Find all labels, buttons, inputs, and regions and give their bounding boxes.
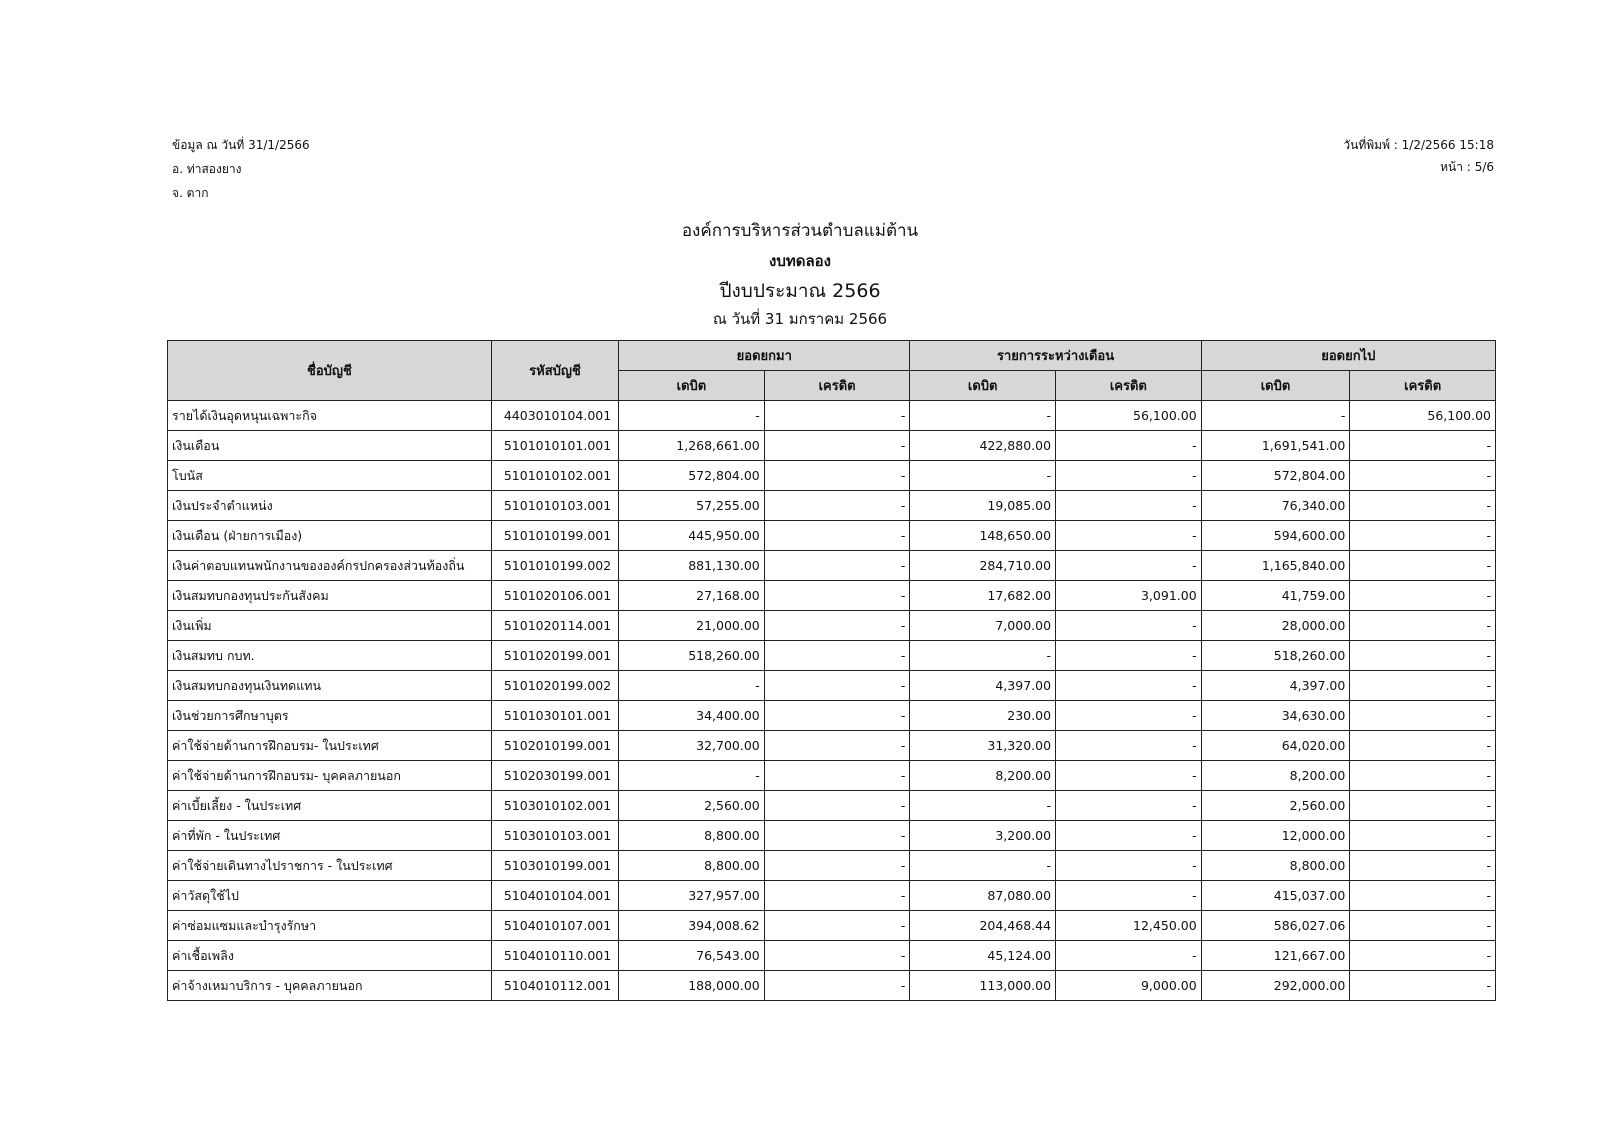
- bf-debit-cell: 8,800.00: [619, 821, 765, 851]
- bf-credit-cell: -: [764, 761, 910, 791]
- dm-debit-cell: 7,000.00: [910, 611, 1056, 641]
- bf-credit-cell: -: [764, 671, 910, 701]
- dm-credit-cell: 9,000.00: [1056, 971, 1202, 1001]
- account-code-cell: 5103010102.001: [491, 791, 618, 821]
- dm-credit-cell: -: [1056, 431, 1202, 461]
- dm-debit-cell: 17,682.00: [910, 581, 1056, 611]
- cf-credit-cell: -: [1350, 881, 1496, 911]
- bf-debit-cell: 1,268,661.00: [619, 431, 765, 461]
- cf-debit-cell: 41,759.00: [1201, 581, 1350, 611]
- table-row: [168, 461, 1496, 491]
- account-name-cell: เงินประจำตำแหน่ง: [168, 491, 492, 521]
- account-name-cell: รายได้เงินอุดหนุนเฉพาะกิจ: [168, 401, 492, 431]
- account-name-cell: เงินเดือน (ฝ่ายการเมือง): [168, 521, 492, 551]
- cf-debit-cell: 76,340.00: [1201, 491, 1350, 521]
- bf-debit-cell: 445,950.00: [619, 521, 765, 551]
- account-name-cell: ค่าใช้จ่ายเดินทางไปราชการ - ในประเทศ: [168, 851, 492, 881]
- cf-debit-cell: 34,630.00: [1201, 701, 1350, 731]
- report-titles: [0, 216, 1600, 332]
- cf-credit-cell: -: [1350, 911, 1496, 941]
- header-left: [172, 138, 310, 210]
- account-name-cell: ค่าเบี้ยเลี้ยง - ในประเทศ: [168, 791, 492, 821]
- dm-credit-cell: -: [1056, 461, 1202, 491]
- cf-debit-cell: 4,397.00: [1201, 671, 1350, 701]
- bf-debit-cell: -: [619, 401, 765, 431]
- print-date-label: วันที่พิมพ์ :: [1343, 138, 1398, 152]
- dm-debit-cell: 31,320.00: [910, 731, 1056, 761]
- table-row: [168, 761, 1496, 791]
- account-name-cell: เงินเดือน: [168, 431, 492, 461]
- bf-debit-cell: 188,000.00: [619, 971, 765, 1001]
- dm-credit-cell: -: [1056, 761, 1202, 791]
- account-code-cell: 5101020199.001: [491, 641, 618, 671]
- account-name-cell: ค่าซ่อมแซมและบำรุงรักษา: [168, 911, 492, 941]
- data-date: ข้อมูล ณ วันที่ 31/1/2566: [172, 138, 310, 152]
- table-body: [168, 401, 1496, 1001]
- dm-debit-cell: 230.00: [910, 701, 1056, 731]
- table-row: [168, 641, 1496, 671]
- table-row: [168, 521, 1496, 551]
- dm-debit-cell: 148,650.00: [910, 521, 1056, 551]
- cf-credit-cell: 56,100.00: [1350, 401, 1496, 431]
- cf-debit-cell: 518,260.00: [1201, 641, 1350, 671]
- account-code-cell: 5101010199.002: [491, 551, 618, 581]
- dm-debit-cell: 284,710.00: [910, 551, 1056, 581]
- account-name-cell: ค่าใช้จ่ายด้านการฝึกอบรม- บุคคลภายนอก: [168, 761, 492, 791]
- col-dm-debit: เดบิต: [910, 371, 1056, 401]
- table-row: [168, 731, 1496, 761]
- cf-debit-cell: 64,020.00: [1201, 731, 1350, 761]
- account-code-cell: 5103010199.001: [491, 851, 618, 881]
- table-row: [168, 431, 1496, 461]
- bf-debit-cell: 76,543.00: [619, 941, 765, 971]
- table-row: [168, 491, 1496, 521]
- cf-credit-cell: -: [1350, 521, 1496, 551]
- account-code-cell: 5101010199.001: [491, 521, 618, 551]
- dm-credit-cell: -: [1056, 821, 1202, 851]
- cf-debit-cell: 1,691,541.00: [1201, 431, 1350, 461]
- cf-credit-cell: -: [1350, 851, 1496, 881]
- cf-credit-cell: -: [1350, 791, 1496, 821]
- dm-credit-cell: -: [1056, 881, 1202, 911]
- bf-debit-cell: 57,255.00: [619, 491, 765, 521]
- table-row: [168, 551, 1496, 581]
- account-code-cell: 5101010102.001: [491, 461, 618, 491]
- cf-credit-cell: -: [1350, 431, 1496, 461]
- account-code-cell: 5101020106.001: [491, 581, 618, 611]
- province: จ. ตาก: [172, 186, 209, 200]
- dm-credit-cell: -: [1056, 731, 1202, 761]
- dm-debit-cell: 87,080.00: [910, 881, 1056, 911]
- col-during-month: รายการระหว่างเดือน: [910, 341, 1201, 371]
- table-row: [168, 671, 1496, 701]
- account-name-cell: เงินเพิ่ม: [168, 611, 492, 641]
- dm-credit-cell: -: [1056, 551, 1202, 581]
- print-time: 15:18: [1459, 138, 1494, 152]
- dm-credit-cell: 12,450.00: [1056, 911, 1202, 941]
- bf-credit-cell: -: [764, 431, 910, 461]
- account-name-cell: ค่าจ้างเหมาบริการ - บุคคลภายนอก: [168, 971, 492, 1001]
- account-name-cell: เงินช่วยการศึกษาบุตร: [168, 701, 492, 731]
- cf-credit-cell: -: [1350, 941, 1496, 971]
- account-code-cell: 5102010199.001: [491, 731, 618, 761]
- dm-debit-cell: -: [910, 791, 1056, 821]
- bf-credit-cell: -: [764, 941, 910, 971]
- bf-credit-cell: -: [764, 611, 910, 641]
- col-cf-credit: เครดิต: [1350, 371, 1496, 401]
- header-right: [1343, 138, 1494, 182]
- bf-debit-cell: 881,130.00: [619, 551, 765, 581]
- page-line: [1343, 160, 1494, 174]
- col-bf-credit: เครดิต: [764, 371, 910, 401]
- bf-credit-cell: -: [764, 401, 910, 431]
- table-row: [168, 911, 1496, 941]
- bf-credit-cell: -: [764, 731, 910, 761]
- col-account-code: รหัสบัญชี: [491, 341, 618, 401]
- col-carried-forward: ยอดยกไป: [1201, 341, 1495, 371]
- account-code-cell: 4403010104.001: [491, 401, 618, 431]
- bf-debit-cell: -: [619, 671, 765, 701]
- bf-debit-cell: 518,260.00: [619, 641, 765, 671]
- bf-credit-cell: -: [764, 521, 910, 551]
- dm-credit-cell: 3,091.00: [1056, 581, 1202, 611]
- table-row: [168, 701, 1496, 731]
- bf-credit-cell: -: [764, 461, 910, 491]
- account-code-cell: 5104010110.001: [491, 941, 618, 971]
- dm-debit-cell: 8,200.00: [910, 761, 1056, 791]
- dm-credit-cell: -: [1056, 941, 1202, 971]
- cf-debit-cell: 594,600.00: [1201, 521, 1350, 551]
- cf-debit-cell: 586,027.06: [1201, 911, 1350, 941]
- cf-credit-cell: -: [1350, 671, 1496, 701]
- bf-debit-cell: 8,800.00: [619, 851, 765, 881]
- dm-debit-cell: -: [910, 851, 1056, 881]
- table-row: [168, 941, 1496, 971]
- print-date-line: [1343, 138, 1494, 152]
- page-label: หน้า :: [1440, 160, 1471, 174]
- district: อ. ท่าสองยาง: [172, 162, 242, 176]
- dm-credit-cell: -: [1056, 491, 1202, 521]
- account-name-cell: เงินสมทบ กบท.: [168, 641, 492, 671]
- bf-credit-cell: -: [764, 641, 910, 671]
- cf-credit-cell: -: [1350, 461, 1496, 491]
- account-code-cell: 5102030199.001: [491, 761, 618, 791]
- bf-credit-cell: -: [764, 581, 910, 611]
- cf-debit-cell: 12,000.00: [1201, 821, 1350, 851]
- table-row: [168, 401, 1496, 431]
- bf-debit-cell: 327,957.00: [619, 881, 765, 911]
- account-name-cell: ค่าเชื้อเพลิง: [168, 941, 492, 971]
- dm-credit-cell: -: [1056, 641, 1202, 671]
- account-code-cell: 5104010112.001: [491, 971, 618, 1001]
- account-code-cell: 5101010101.001: [491, 431, 618, 461]
- bf-credit-cell: -: [764, 551, 910, 581]
- cf-debit-cell: 572,804.00: [1201, 461, 1350, 491]
- bf-credit-cell: -: [764, 791, 910, 821]
- cf-credit-cell: -: [1350, 551, 1496, 581]
- table-row: [168, 851, 1496, 881]
- cf-debit-cell: 2,560.00: [1201, 791, 1350, 821]
- account-code-cell: 5104010104.001: [491, 881, 618, 911]
- bf-credit-cell: -: [764, 701, 910, 731]
- account-name-cell: ค่าที่พัก - ในประเทศ: [168, 821, 492, 851]
- bf-credit-cell: -: [764, 821, 910, 851]
- bf-debit-cell: 572,804.00: [619, 461, 765, 491]
- dm-credit-cell: -: [1056, 851, 1202, 881]
- dm-credit-cell: 56,100.00: [1056, 401, 1202, 431]
- account-code-cell: 5101020114.001: [491, 611, 618, 641]
- fiscal-year: ปีงบประมาณ 2566: [719, 280, 881, 302]
- dm-debit-cell: 4,397.00: [910, 671, 1056, 701]
- cf-credit-cell: -: [1350, 611, 1496, 641]
- account-code-cell: 5103010103.001: [491, 821, 618, 851]
- dm-debit-cell: 3,200.00: [910, 821, 1056, 851]
- table-row: [168, 821, 1496, 851]
- report-title: งบทดลอง: [769, 252, 831, 270]
- cf-credit-cell: -: [1350, 821, 1496, 851]
- cf-credit-cell: -: [1350, 641, 1496, 671]
- account-name-cell: เงินค่าตอบแทนพนักงานขององค์กรปกครองส่วนท้องถิ่น: [168, 551, 492, 581]
- cf-debit-cell: 121,667.00: [1201, 941, 1350, 971]
- cf-credit-cell: -: [1350, 491, 1496, 521]
- bf-debit-cell: -: [619, 761, 765, 791]
- bf-debit-cell: 2,560.00: [619, 791, 765, 821]
- cf-credit-cell: -: [1350, 761, 1496, 791]
- cf-debit-cell: 1,165,840.00: [1201, 551, 1350, 581]
- account-code-cell: 5101030101.001: [491, 701, 618, 731]
- page-number: 5/6: [1474, 160, 1494, 174]
- bf-credit-cell: -: [764, 971, 910, 1001]
- org-title: องค์การบริหารส่วนตำบลแม่ต้าน: [681, 221, 919, 241]
- dm-debit-cell: 113,000.00: [910, 971, 1056, 1001]
- dm-credit-cell: -: [1056, 791, 1202, 821]
- cf-debit-cell: 415,037.00: [1201, 881, 1350, 911]
- table-row: [168, 881, 1496, 911]
- cf-debit-cell: 28,000.00: [1201, 611, 1350, 641]
- as-of-date: ณ วันที่ 31 มกราคม 2566: [712, 310, 888, 328]
- bf-debit-cell: 34,400.00: [619, 701, 765, 731]
- dm-credit-cell: -: [1056, 521, 1202, 551]
- bf-credit-cell: -: [764, 491, 910, 521]
- cf-debit-cell: 8,200.00: [1201, 761, 1350, 791]
- col-account-name: ชื่อบัญชี: [168, 341, 492, 401]
- dm-debit-cell: -: [910, 641, 1056, 671]
- account-name-cell: ค่าวัสดุใช้ไป: [168, 881, 492, 911]
- cf-debit-cell: -: [1201, 401, 1350, 431]
- col-cf-debit: เดบิต: [1201, 371, 1350, 401]
- dm-credit-cell: -: [1056, 671, 1202, 701]
- bf-credit-cell: -: [764, 911, 910, 941]
- account-code-cell: 5104010107.001: [491, 911, 618, 941]
- cf-credit-cell: -: [1350, 731, 1496, 761]
- print-date: 1/2/2566: [1401, 138, 1456, 152]
- dm-debit-cell: -: [910, 401, 1056, 431]
- table-row: [168, 611, 1496, 641]
- dm-credit-cell: -: [1056, 701, 1202, 731]
- bf-credit-cell: -: [764, 851, 910, 881]
- dm-debit-cell: 45,124.00: [910, 941, 1056, 971]
- col-bf-debit: เดบิต: [619, 371, 765, 401]
- bf-debit-cell: 27,168.00: [619, 581, 765, 611]
- table-row: [168, 581, 1496, 611]
- account-name-cell: โบนัส: [168, 461, 492, 491]
- dm-credit-cell: -: [1056, 611, 1202, 641]
- account-code-cell: 5101020199.002: [491, 671, 618, 701]
- bf-debit-cell: 32,700.00: [619, 731, 765, 761]
- dm-debit-cell: 19,085.00: [910, 491, 1056, 521]
- cf-credit-cell: -: [1350, 971, 1496, 1001]
- cf-debit-cell: 292,000.00: [1201, 971, 1350, 1001]
- bf-credit-cell: -: [764, 881, 910, 911]
- dm-debit-cell: -: [910, 461, 1056, 491]
- dm-debit-cell: 204,468.44: [910, 911, 1056, 941]
- col-dm-credit: เครดิต: [1056, 371, 1202, 401]
- trial-balance-table: [167, 340, 1496, 1001]
- col-brought-forward: ยอดยกมา: [619, 341, 910, 371]
- account-name-cell: เงินสมทบกองทุนเงินทดแทน: [168, 671, 492, 701]
- cf-credit-cell: -: [1350, 581, 1496, 611]
- cf-credit-cell: -: [1350, 701, 1496, 731]
- table-row: [168, 791, 1496, 821]
- bf-debit-cell: 21,000.00: [619, 611, 765, 641]
- dm-debit-cell: 422,880.00: [910, 431, 1056, 461]
- bf-debit-cell: 394,008.62: [619, 911, 765, 941]
- cf-debit-cell: 8,800.00: [1201, 851, 1350, 881]
- account-code-cell: 5101010103.001: [491, 491, 618, 521]
- account-name-cell: เงินสมทบกองทุนประกันสังคม: [168, 581, 492, 611]
- account-name-cell: ค่าใช้จ่ายด้านการฝึกอบรม- ในประเทศ: [168, 731, 492, 761]
- table-row: [168, 971, 1496, 1001]
